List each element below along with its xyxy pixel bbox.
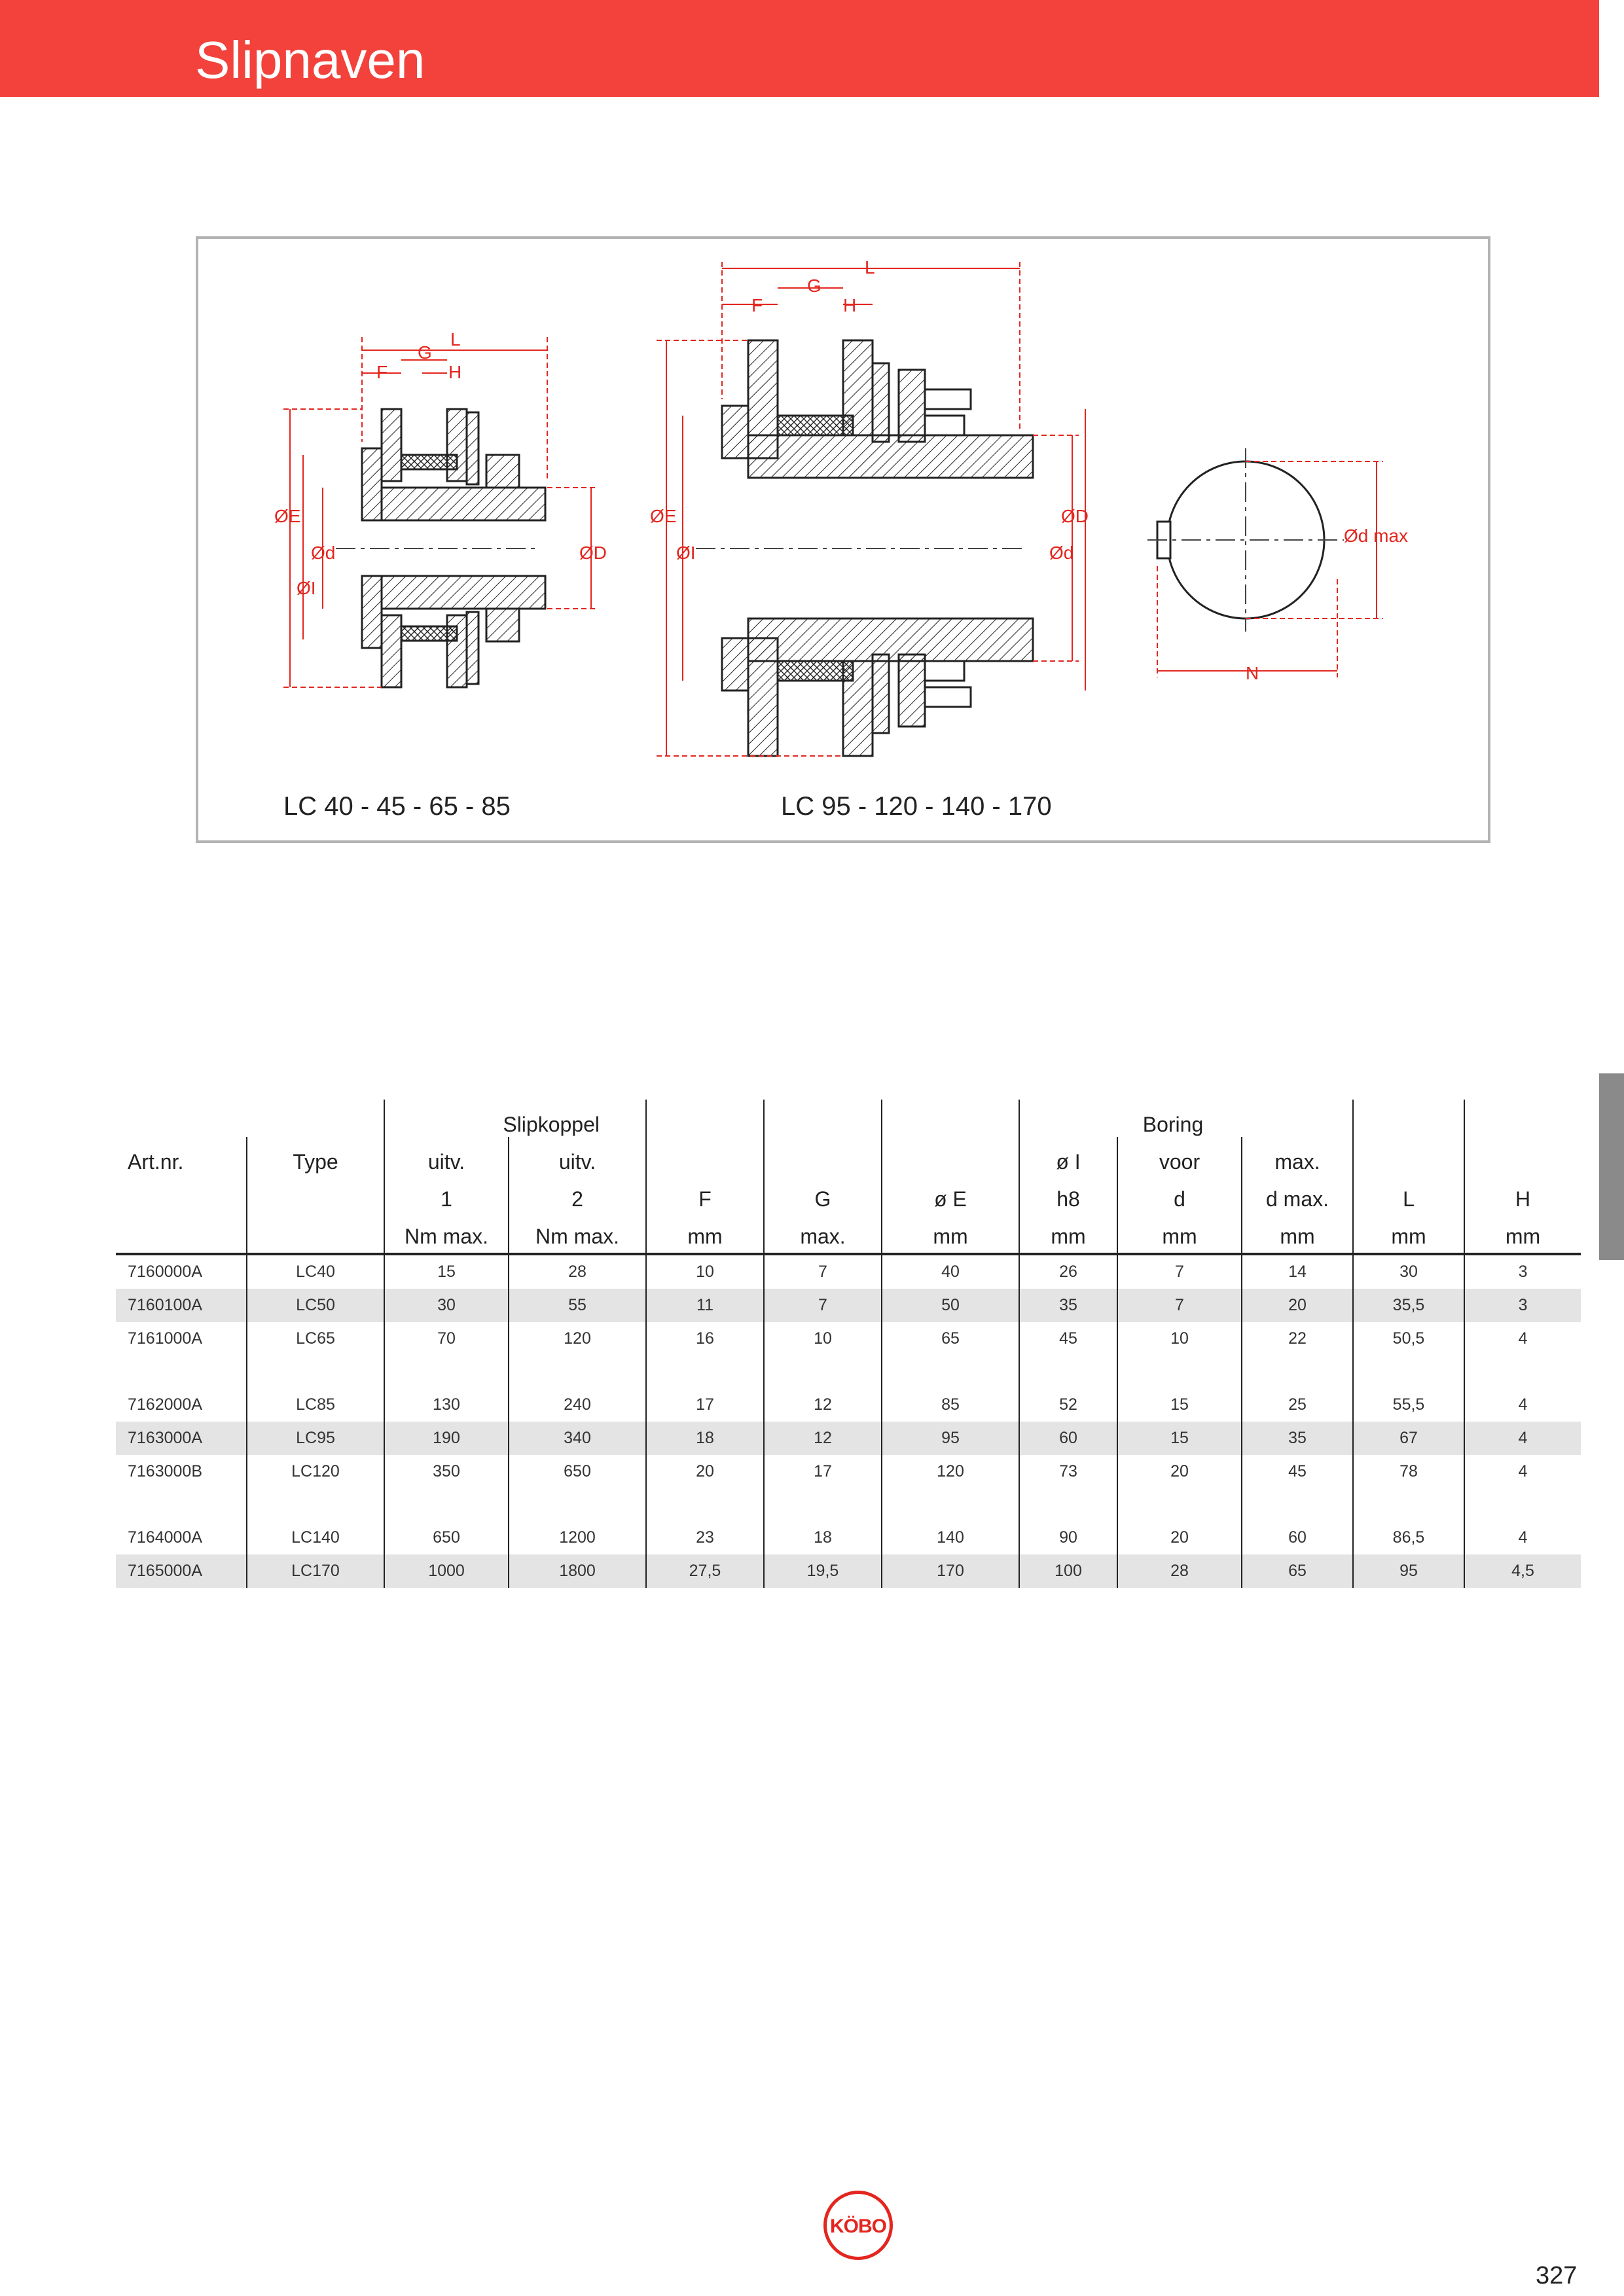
table-cell: 60: [1019, 1422, 1117, 1455]
technical-drawing: [196, 236, 1490, 843]
dim-label-I-large: ØI: [676, 543, 696, 563]
table-cell: 12: [764, 1388, 882, 1422]
table-cell: 26: [1019, 1254, 1117, 1289]
kobo-logo: [823, 2191, 893, 2260]
table-cell: 22: [1242, 1322, 1353, 1355]
table-cell: 55: [509, 1289, 646, 1322]
table-cell: 20: [1242, 1289, 1353, 1322]
header-cell: [882, 1137, 1019, 1174]
table-row: [116, 1422, 1581, 1455]
table-cell: 7160000A: [128, 1263, 203, 1281]
dim-label-L-large: L: [865, 257, 875, 278]
table-cell: 23: [646, 1521, 764, 1554]
table-spacer-cell: [509, 1488, 646, 1521]
table-cell: 340: [509, 1422, 646, 1455]
dim-label-L-small: L: [450, 329, 461, 350]
table-cell: 70: [384, 1322, 509, 1355]
table-row: [116, 1388, 1581, 1422]
table-cell: 120: [882, 1455, 1019, 1488]
table-spacer-cell: [1242, 1488, 1353, 1521]
header-cell: max.: [1242, 1137, 1353, 1174]
table-cell: 16: [646, 1322, 764, 1355]
table-cell: 190: [384, 1422, 509, 1455]
header-cell: [646, 1137, 764, 1174]
table-cell: 40: [882, 1254, 1019, 1289]
table-spacer-cell: [1353, 1355, 1464, 1388]
table-cell: 35: [1242, 1422, 1353, 1455]
table-cell: 73: [1019, 1455, 1117, 1488]
table-cell: 240: [509, 1388, 646, 1422]
table-spacer-row: [116, 1355, 1581, 1388]
dim-label-D-small: ØD: [579, 543, 607, 563]
table-spacer-cell: [882, 1355, 1019, 1388]
bore-section-dimensions: [1157, 461, 1383, 677]
table-cell: 17: [764, 1455, 882, 1488]
header-cell: [247, 1211, 384, 1254]
table-row: [116, 1289, 1581, 1322]
header-cell: [764, 1137, 882, 1174]
header-cell: mm: [1353, 1211, 1464, 1254]
table-cell: 7164000A: [128, 1528, 203, 1547]
table-spacer-cell: [1019, 1488, 1117, 1521]
group-header-boring: Boring: [1019, 1100, 1353, 1137]
table-cell: 350: [384, 1455, 509, 1488]
table-cell: 4: [1464, 1388, 1581, 1422]
table-cell: 3: [1464, 1289, 1581, 1322]
header-cell: mm: [646, 1211, 764, 1254]
table-cell: 20: [1117, 1521, 1242, 1554]
table-cell: LC95: [247, 1422, 384, 1455]
header-cell: F: [646, 1174, 764, 1211]
table-cell: 7: [764, 1254, 882, 1289]
header-cell: G: [764, 1174, 882, 1211]
table-cell: 7163000B: [128, 1462, 203, 1480]
table-cell: 10: [764, 1322, 882, 1355]
table-cell: 7160100A: [116, 1289, 247, 1322]
table-cell: 28: [509, 1254, 646, 1289]
table-cell: 14: [1242, 1254, 1353, 1289]
dim-label-d-small: Ød: [311, 543, 336, 563]
table-cell: 7161000A: [128, 1329, 203, 1348]
table-cell: 170: [882, 1554, 1019, 1588]
figure-caption-small: LC 40 - 45 - 65 - 85: [283, 792, 511, 821]
table-cell: 50,5: [1353, 1322, 1464, 1355]
table-cell: 28: [1117, 1554, 1242, 1588]
table-spacer-row: [116, 1488, 1581, 1521]
table-cell: 52: [1019, 1388, 1117, 1422]
table-cell: 90: [1019, 1521, 1117, 1554]
table-spacer-cell: [646, 1355, 764, 1388]
table-cell: 7: [1117, 1289, 1242, 1322]
header-cell: [247, 1174, 384, 1211]
table-cell: LC65: [247, 1322, 384, 1355]
table-cell: 4: [1464, 1455, 1581, 1488]
spec-table: [116, 1100, 1581, 1588]
table-cell: 120: [509, 1322, 646, 1355]
table-spacer-cell: [1353, 1488, 1464, 1521]
header-cell: ø I: [1019, 1137, 1117, 1174]
dim-label-E-large: ØE: [650, 506, 677, 526]
drawing-svg: [198, 239, 1493, 846]
header-cell: [116, 1211, 247, 1254]
table-cell: 7163000A: [116, 1422, 247, 1455]
dim-label-dmax: Ød max: [1344, 526, 1409, 546]
table-cell: 18: [646, 1422, 764, 1455]
header-cell: [116, 1174, 247, 1211]
table-cell: 1000: [384, 1554, 509, 1588]
header-cell: Art.nr.: [128, 1150, 184, 1174]
header-cell: [1464, 1137, 1581, 1174]
table-cell: 1200: [509, 1521, 646, 1554]
header-cell: h8: [1019, 1174, 1117, 1211]
table-cell: 4,5: [1464, 1554, 1581, 1588]
header-cell: uitv.: [384, 1137, 509, 1174]
spec-table-body: [116, 1254, 1581, 1588]
table-spacer-cell: [1464, 1355, 1581, 1388]
bore-section-drawing: [1147, 448, 1344, 632]
header-cell: H: [1464, 1174, 1581, 1211]
table-cell: 85: [882, 1388, 1019, 1422]
table-cell: 35,5: [1353, 1289, 1464, 1322]
table-cell: 20: [646, 1455, 764, 1488]
dim-label-N: N: [1246, 663, 1259, 683]
dim-label-d-large: Ød: [1049, 543, 1074, 563]
header-cell: max.: [764, 1211, 882, 1254]
large-hub-drawing: [696, 340, 1033, 756]
table-cell: 30: [384, 1289, 509, 1322]
header-cell: 1: [384, 1174, 509, 1211]
table-cell: 11: [646, 1289, 764, 1322]
figure-caption-large: LC 95 - 120 - 140 - 170: [781, 792, 1052, 821]
header-cell: mm: [882, 1211, 1019, 1254]
table-cell: 7165000A: [116, 1554, 247, 1588]
dim-label-E-small: ØE: [274, 506, 301, 526]
table-cell: LC140: [247, 1521, 384, 1554]
dim-label-G-small: G: [418, 342, 432, 363]
small-hub-drawing: [336, 409, 545, 687]
table-cell: 65: [1242, 1554, 1353, 1588]
table-cell: 130: [384, 1388, 509, 1422]
header-cell: mm: [1019, 1211, 1117, 1254]
dim-label-D-large: ØD: [1061, 506, 1089, 526]
table-spacer-cell: [247, 1488, 384, 1521]
header-cell: Nm max.: [509, 1211, 646, 1254]
logo-text: KÖBO: [830, 2215, 886, 2237]
table-row: [116, 1322, 1581, 1355]
table-cell: 7162000A: [128, 1395, 203, 1414]
table-cell: 67: [1353, 1422, 1464, 1455]
header-cell: mm: [1117, 1211, 1242, 1254]
table-spacer-cell: [116, 1355, 247, 1388]
table-cell: 650: [509, 1455, 646, 1488]
table-spacer-cell: [1117, 1355, 1242, 1388]
header-cell: mm: [1242, 1211, 1353, 1254]
table-cell: 60: [1242, 1521, 1353, 1554]
table-cell: 45: [1242, 1455, 1353, 1488]
table-cell: 15: [1117, 1388, 1242, 1422]
dim-label-I-small: ØI: [297, 578, 316, 598]
table-spacer-cell: [116, 1488, 247, 1521]
table-cell: LC170: [247, 1554, 384, 1588]
table-spacer-cell: [764, 1488, 882, 1521]
table-row: [116, 1455, 1581, 1488]
table-cell: LC40: [247, 1254, 384, 1289]
table-spacer-cell: [1242, 1355, 1353, 1388]
dim-label-H-small: H: [448, 362, 462, 382]
table-cell: 78: [1353, 1455, 1464, 1488]
table-cell: 7: [1117, 1254, 1242, 1289]
header-cell: uitv.: [509, 1137, 646, 1174]
table-cell: 50: [882, 1289, 1019, 1322]
table-cell: 86,5: [1353, 1521, 1464, 1554]
table-cell: 25: [1242, 1388, 1353, 1422]
header-cell: 2: [509, 1174, 646, 1211]
table-cell: 7: [764, 1289, 882, 1322]
header-cell: d max.: [1242, 1174, 1353, 1211]
table-cell: 35: [1019, 1289, 1117, 1322]
table-row: [116, 1521, 1581, 1554]
table-cell: 95: [882, 1422, 1019, 1455]
dim-label-F-large: F: [751, 295, 763, 315]
table-cell: 65: [882, 1322, 1019, 1355]
table-spacer-cell: [384, 1488, 509, 1521]
header-cell: d: [1117, 1174, 1242, 1211]
table-cell: 45: [1019, 1322, 1117, 1355]
table-cell: 15: [1117, 1422, 1242, 1455]
table-spacer-cell: [384, 1355, 509, 1388]
table-cell: 18: [764, 1521, 882, 1554]
table-cell: 12: [764, 1422, 882, 1455]
table-cell: 95: [1353, 1554, 1464, 1588]
table-cell: 19,5: [764, 1554, 882, 1588]
table-row: [116, 1254, 1581, 1289]
table-cell: LC85: [247, 1388, 384, 1422]
header-cell: Nm max.: [384, 1211, 509, 1254]
group-header-slipkoppel: Slipkoppel: [384, 1100, 646, 1137]
table-cell: 4: [1464, 1422, 1581, 1455]
table-cell: 4: [1464, 1521, 1581, 1554]
table-spacer-cell: [1019, 1355, 1117, 1388]
table-cell: 15: [384, 1254, 509, 1289]
table-spacer-cell: [247, 1355, 384, 1388]
table-cell: LC120: [247, 1455, 384, 1488]
table-cell: 650: [384, 1521, 509, 1554]
header-cell: ø E: [882, 1174, 1019, 1211]
header-cell: [1353, 1137, 1464, 1174]
dim-label-H-large: H: [843, 295, 857, 315]
table-spacer-cell: [509, 1355, 646, 1388]
table-cell: 10: [1117, 1322, 1242, 1355]
spec-table-header: [116, 1100, 1581, 1254]
header-cell: L: [1353, 1174, 1464, 1211]
table-cell: 17: [646, 1388, 764, 1422]
table-cell: 10: [646, 1254, 764, 1289]
header-cell: mm: [1464, 1211, 1581, 1254]
table-spacer-cell: [646, 1488, 764, 1521]
header-cell: Type: [247, 1137, 384, 1174]
table-spacer-cell: [882, 1488, 1019, 1521]
page-number: 327: [1536, 2262, 1578, 2289]
table-row: [116, 1554, 1581, 1588]
page-title: Slipnaven: [195, 31, 425, 89]
header-cell: voor: [1117, 1137, 1242, 1174]
table-cell: 55,5: [1353, 1388, 1464, 1422]
table-cell: 100: [1019, 1554, 1117, 1588]
table-cell: 20: [1117, 1455, 1242, 1488]
dim-label-G-large: G: [807, 276, 821, 296]
table-cell: 140: [882, 1521, 1019, 1554]
table-cell: 1800: [509, 1554, 646, 1588]
table-cell: 30: [1353, 1254, 1464, 1289]
section-side-tab: [1599, 1073, 1624, 1260]
table-spacer-cell: [764, 1355, 882, 1388]
table-spacer-cell: [1117, 1488, 1242, 1521]
table-cell: 4: [1464, 1322, 1581, 1355]
dim-label-F-small: F: [376, 362, 388, 382]
table-cell: 3: [1464, 1254, 1581, 1289]
table-cell: LC50: [247, 1289, 384, 1322]
table-spacer-cell: [1464, 1488, 1581, 1521]
table-cell: 27,5: [646, 1554, 764, 1588]
